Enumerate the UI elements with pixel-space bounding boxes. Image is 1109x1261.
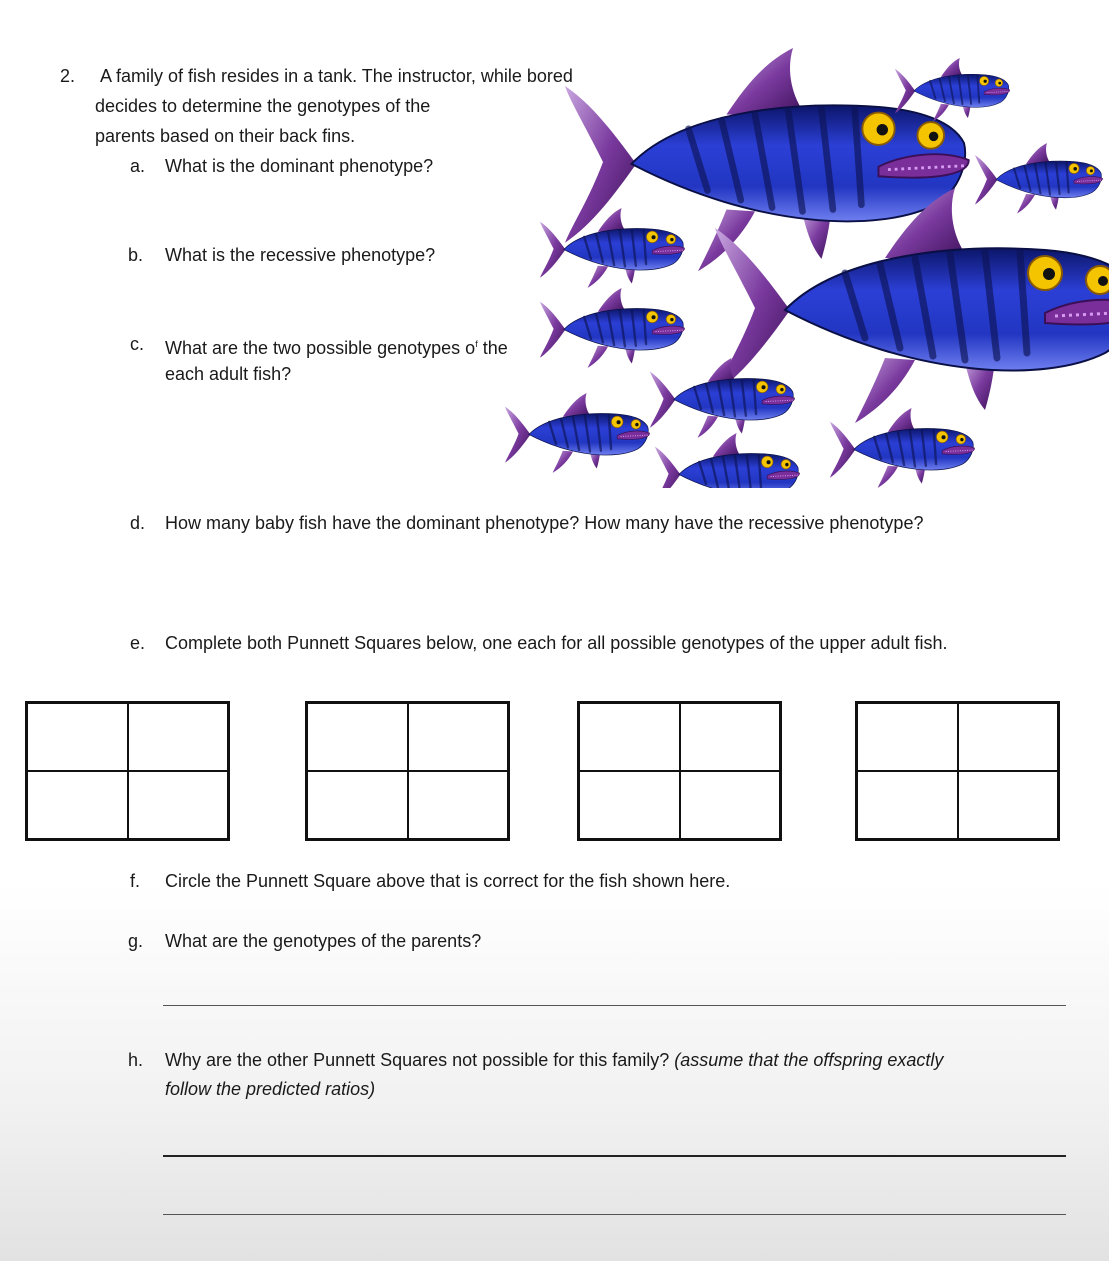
question-intro-line3: parents based on their back fins. — [95, 126, 356, 146]
punnett-square-1[interactable] — [25, 701, 230, 841]
question-intro-line1: A family of fish resides in a tank. The instructor, while bored — [100, 66, 573, 86]
part-a-label: a. — [130, 156, 146, 176]
part-d-text: How many baby fish have the dominant phenotype? How many have the recessive phenotype? — [165, 513, 924, 533]
part-d-label: d. — [130, 513, 146, 533]
part-c-text-main: What are the two possible genotypes o — [165, 338, 476, 358]
part-c-text: What are the two possible genotypes $o^f$ the — [165, 338, 508, 358]
part-f-label: f. — [130, 871, 141, 891]
part-c-text-line2: each adult fish? — [165, 364, 292, 384]
part-h-text — [165, 1049, 943, 1071]
question-number: 2. — [60, 66, 76, 86]
part-e-label: e. — [130, 633, 146, 653]
punnett-square-3[interactable] — [577, 701, 782, 841]
part-g-label: g. — [128, 931, 144, 951]
part-e-text: Complete both Punnett Squares below, one each for all possible genotypes of the upper adult fish. — [165, 633, 948, 653]
part-b-text: What is the recessive phenotype? — [165, 245, 436, 265]
part-b-label: b. — [128, 245, 144, 265]
part-a-text: What is the dominant phenotype? — [165, 156, 434, 176]
part-h-text-italic-line2: follow the predicted ratios) — [165, 1079, 376, 1099]
answer-line-h-1[interactable] — [163, 1155, 1066, 1157]
part-c-label: c. — [130, 334, 145, 354]
part-h-label: h. — [128, 1050, 144, 1070]
part-h-text-italic: (assume that the offspring exactly — [674, 1050, 944, 1070]
fish-school-icon — [495, 48, 1109, 488]
punnett-square-2[interactable] — [305, 701, 510, 841]
answer-line-h-2[interactable] — [163, 1214, 1066, 1215]
answer-line-g[interactable] — [163, 1005, 1066, 1006]
part-c-text-tail: the — [477, 338, 508, 358]
question-intro-line2: decides to determine the genotypes of the — [95, 96, 431, 116]
part-h-text-main: Why are the other Punnett Squares not possible for this family? — [165, 1050, 670, 1070]
part-f-text: Circle the Punnett Square above that is correct for the fish shown here. — [165, 871, 731, 891]
part-g-text: What are the genotypes of the parents? — [165, 931, 482, 951]
punnett-square-4[interactable] — [855, 701, 1060, 841]
